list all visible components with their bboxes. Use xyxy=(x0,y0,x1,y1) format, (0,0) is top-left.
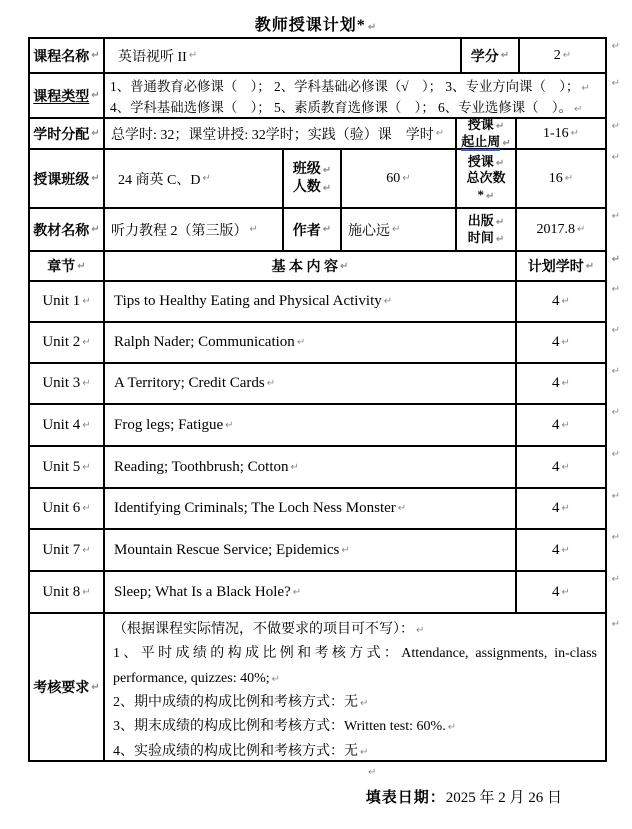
paragraph-mark: ↵ xyxy=(495,157,505,169)
hours-allocation-label: 学时分配 ↵ xyxy=(30,119,105,150)
paragraph-mark: ↵ xyxy=(82,378,91,389)
form-date-value: 2025 年 2 月 26 日 xyxy=(445,790,562,806)
unit-content: Mountain Rescue Service; Epidemics ↵ xyxy=(105,530,517,572)
row-end-mark: ↵ xyxy=(611,532,620,543)
paragraph-mark: ↵ xyxy=(91,224,100,235)
paragraph-mark: ↵ xyxy=(383,296,393,307)
paragraph-mark: ↵ xyxy=(82,419,91,431)
unit-label: Unit 5 ↵ xyxy=(30,447,105,489)
paragraph-mark: ↵ xyxy=(341,544,350,556)
paragraph-mark: ↵ xyxy=(561,378,570,389)
row-class xyxy=(30,150,620,209)
unit-hours: 4 ↵ ↵ xyxy=(517,530,607,572)
class-size-value: 60 ↵ xyxy=(342,150,457,209)
paragraph-mark: ↵ xyxy=(360,746,369,758)
paragraph-mark: ↵ xyxy=(570,128,580,139)
unit-content: Reading; Toothbrush; Cotton ↵ xyxy=(105,447,517,489)
page-title xyxy=(0,0,632,35)
paragraph-mark: ↵ xyxy=(561,419,570,431)
row-end-mark: ↵ xyxy=(611,78,620,89)
assessment-content xyxy=(105,614,620,762)
paragraph-mark: ↵ xyxy=(271,673,281,685)
paragraph-mark: ↵ xyxy=(392,224,401,235)
paragraph-mark: ↵ xyxy=(577,224,586,235)
row-end-mark: ↵ xyxy=(611,121,620,132)
assessment-line: 4、实验成绩的构成比例和考核方式：无 ↵ xyxy=(113,743,369,759)
paragraph-mark: ↵ xyxy=(495,217,505,228)
hours-allocation-value: 总学时: 32；课堂讲授: 32学时；实践（验）课 学时 ↵ xyxy=(105,119,457,150)
course-type-options xyxy=(105,74,620,119)
paragraph-mark: ↵ xyxy=(495,121,505,132)
paragraph-mark: ↵ xyxy=(573,103,583,115)
paragraph-mark: ↵ xyxy=(91,681,100,693)
paragraph-mark: ↵ xyxy=(292,586,302,598)
paragraph-mark: ↵ xyxy=(322,224,332,235)
assessment-line: （根据课程实际情况，不做要求的项目可不写）： ↵ xyxy=(113,622,425,637)
paragraph-mark: ↵ xyxy=(290,461,299,473)
paragraph-mark: ↵ xyxy=(91,50,100,61)
paragraph-mark: ↵ xyxy=(502,137,511,149)
assessment-line: 1、平时成绩的构成比例和考核方式：Attendance, assignments, in-class performance, quizzes: 40%; ↵ xyxy=(113,646,597,686)
paragraph-mark: ↵ xyxy=(82,503,91,514)
paragraph-mark: ↵ xyxy=(564,173,574,184)
paragraph-mark: ↵ xyxy=(447,722,457,734)
row-assessment xyxy=(30,614,620,762)
paragraph-mark: ↵ xyxy=(322,165,332,176)
paragraph-mark: ↵ xyxy=(340,260,349,272)
publish-time-value: 2017.8 ↵ ↵ xyxy=(517,209,607,252)
author-label: 作者 ↵ xyxy=(284,209,342,252)
row-end-mark: ↵ xyxy=(611,254,620,265)
paragraph-mark: ↵ xyxy=(91,128,100,139)
course-type-label: 课程类型 ↵ xyxy=(30,74,105,119)
paragraph-mark: ↵ xyxy=(249,224,258,235)
paragraph-mark: ↵ xyxy=(360,698,369,710)
paragraph-mark: ↵ xyxy=(82,461,91,473)
assessment-label: 考核要求 ↵ xyxy=(30,614,105,762)
unit-row xyxy=(30,323,620,364)
row-course-type xyxy=(30,74,620,119)
paragraph-mark: ↵ xyxy=(500,50,510,61)
row-textbook xyxy=(30,209,620,252)
paragraph-mark: ↵ xyxy=(416,625,425,636)
paragraph-mark: ↵ xyxy=(368,767,377,778)
class-label: 授课班级 ↵ xyxy=(30,150,105,209)
row-end-mark: ↵ xyxy=(611,574,620,585)
row-end-mark: ↵ xyxy=(611,366,620,377)
unit-row xyxy=(30,530,620,572)
publish-time-label: 出版 ↵ 时间 ↵ xyxy=(457,209,517,252)
unit-content: Ralph Nader; Communication ↵ xyxy=(105,323,517,364)
paragraph-mark: ↵ xyxy=(495,233,505,245)
paragraph-mark: ↵ xyxy=(402,173,411,184)
row-end-mark: ↵ xyxy=(611,407,620,418)
row-end-mark: ↵ xyxy=(611,325,620,336)
teaching-weeks-value: 1-16 ↵ ↵ xyxy=(517,119,607,150)
paragraph-mark: ↵ xyxy=(561,296,570,307)
assessment-line: 2、期中成绩的构成比例和考核方式：无 ↵ xyxy=(113,695,369,711)
total-sessions-value: 16 ↵ ↵ xyxy=(517,150,607,209)
paragraph-mark: ↵ xyxy=(561,461,570,473)
row-schedule-header xyxy=(30,252,620,282)
row-hours-allocation xyxy=(30,117,620,150)
row-course-name xyxy=(30,39,620,74)
unit-hours: 4 ↵ ↵ xyxy=(517,364,607,405)
paragraph-mark: ↵ xyxy=(322,182,332,194)
unit-row xyxy=(30,447,620,489)
unit-content: Identifying Criminals; The Loch Ness Monster ↵ xyxy=(105,489,517,530)
teaching-plan-table xyxy=(28,37,620,762)
unit-hours: 4 ↵ ↵ xyxy=(517,572,607,614)
course-name-value: 英语视听 II ↵ xyxy=(105,39,462,74)
credits-value: 2 ↵ ↵ xyxy=(520,39,607,74)
course-type-line2: 4、学科基础选修课（ ）； 5、素质教育选修课（ ）； 6、专业选修课（ ）。 ↵ xyxy=(110,99,583,115)
paragraph-mark: ↵ xyxy=(561,337,570,348)
course-name-label: 课程名称 ↵ xyxy=(30,39,105,74)
paragraph-mark: ↵ xyxy=(91,90,100,101)
unit-row xyxy=(30,282,620,323)
unit-hours: 4 ↵ ↵ xyxy=(517,447,607,489)
form-date xyxy=(0,786,562,807)
unit-content: A Territory; Credit Cards ↵ xyxy=(105,364,517,405)
row-end-mark: ↵ xyxy=(611,41,620,52)
credits-label: 学分 ↵ xyxy=(462,39,520,74)
total-sessions-label: 授课 ↵ 总次数 * ↵ xyxy=(457,150,517,209)
row-end-mark: ↵ xyxy=(611,152,620,163)
grammar-underline: 起止周 xyxy=(461,133,501,149)
textbook-value: 听力教程 2（第三版） ↵ xyxy=(105,209,284,252)
paragraph-mark: ↵ xyxy=(188,50,198,61)
paragraph-mark: ↵ xyxy=(82,337,91,348)
unit-label: Unit 3 ↵ xyxy=(30,364,105,405)
row-end-mark: ↵ xyxy=(611,211,620,222)
paragraph-mark: ↵ xyxy=(82,296,91,307)
paragraph-mark: ↵ xyxy=(91,173,100,184)
unit-content: Tips to Healthy Eating and Physical Activity ↵ xyxy=(105,282,517,323)
paragraph-mark: ↵ xyxy=(296,337,306,348)
class-size-label: 班级 ↵ 人数 ↵ xyxy=(284,150,342,209)
line-break-mark: ↵ xyxy=(581,83,590,94)
author-value: 施心远 ↵ xyxy=(342,209,457,252)
row-end-mark: ↵ xyxy=(611,284,620,295)
teaching-weeks-label: 授课 ↵ 起止周 ↵ xyxy=(457,119,517,150)
paragraph-mark: ↵ xyxy=(397,503,407,514)
unit-hours: 4 ↵ ↵ xyxy=(517,282,607,323)
paragraph-mark: ↵ xyxy=(367,22,378,33)
paragraph-mark: ↵ xyxy=(486,190,495,202)
unit-label: Unit 4 ↵ xyxy=(30,405,105,447)
paragraph-mark: ↵ xyxy=(82,544,91,556)
unit-label: Unit 6 ↵ xyxy=(30,489,105,530)
row-end-mark: ↵ xyxy=(611,491,620,502)
unit-row xyxy=(30,405,620,447)
page-title-text: 教师授课计划* xyxy=(254,17,366,34)
paragraph-mark: ↵ xyxy=(225,419,234,431)
content-header: 基 本 内 容 ↵ xyxy=(105,252,517,282)
unit-hours: 4 ↵ ↵ xyxy=(517,489,607,530)
paragraph-mark: ↵ xyxy=(77,260,86,272)
planned-hours-header: 计划学时 ↵ ↵ xyxy=(517,252,607,282)
paragraph-mark: ↵ xyxy=(561,503,570,514)
unit-hours: 4 ↵ ↵ xyxy=(517,323,607,364)
unit-row xyxy=(30,364,620,405)
course-type-line1: 1、普通教育必修课（ ）； 2、学科基础必修课（√ ）； 3、专业方向课（ ）； ↵ xyxy=(110,79,590,94)
row-end-mark: ↵ xyxy=(611,619,620,630)
class-value: 24 商英 C、D ↵ xyxy=(105,150,284,209)
paragraph-mark: ↵ xyxy=(562,50,572,61)
unit-label: Unit 8 ↵ xyxy=(30,572,105,614)
assessment-line: 3、期末成绩的构成比例和考核方式：Written test: 60%. ↵ xyxy=(113,719,457,735)
unit-label: Unit 7 ↵ xyxy=(30,530,105,572)
unit-label: Unit 1 ↵ xyxy=(30,282,105,323)
unit-content: Sleep; What Is a Black Hole? ↵ xyxy=(105,572,517,614)
form-date-label: 填表日期： xyxy=(365,790,446,806)
paragraph-mark: ↵ xyxy=(202,173,211,184)
chapter-header: 章节 ↵ xyxy=(30,252,105,282)
paragraph-mark: ↵ xyxy=(82,586,91,598)
paragraph-mark: ↵ xyxy=(266,378,276,389)
textbook-label: 教材名称 ↵ xyxy=(30,209,105,252)
unit-label: Unit 2 ↵ xyxy=(30,323,105,364)
paragraph-mark: ↵ xyxy=(561,586,570,598)
unit-row xyxy=(30,489,620,530)
unit-hours: 4 ↵ ↵ xyxy=(517,405,607,447)
paragraph-mark: ↵ xyxy=(585,260,595,272)
paragraph-mark: ↵ xyxy=(435,128,445,139)
row-end-mark: ↵ xyxy=(611,449,620,460)
unit-content: Frog legs; Fatigue ↵ xyxy=(105,405,517,447)
unit-row xyxy=(30,572,620,614)
paragraph-mark: ↵ xyxy=(561,544,570,556)
